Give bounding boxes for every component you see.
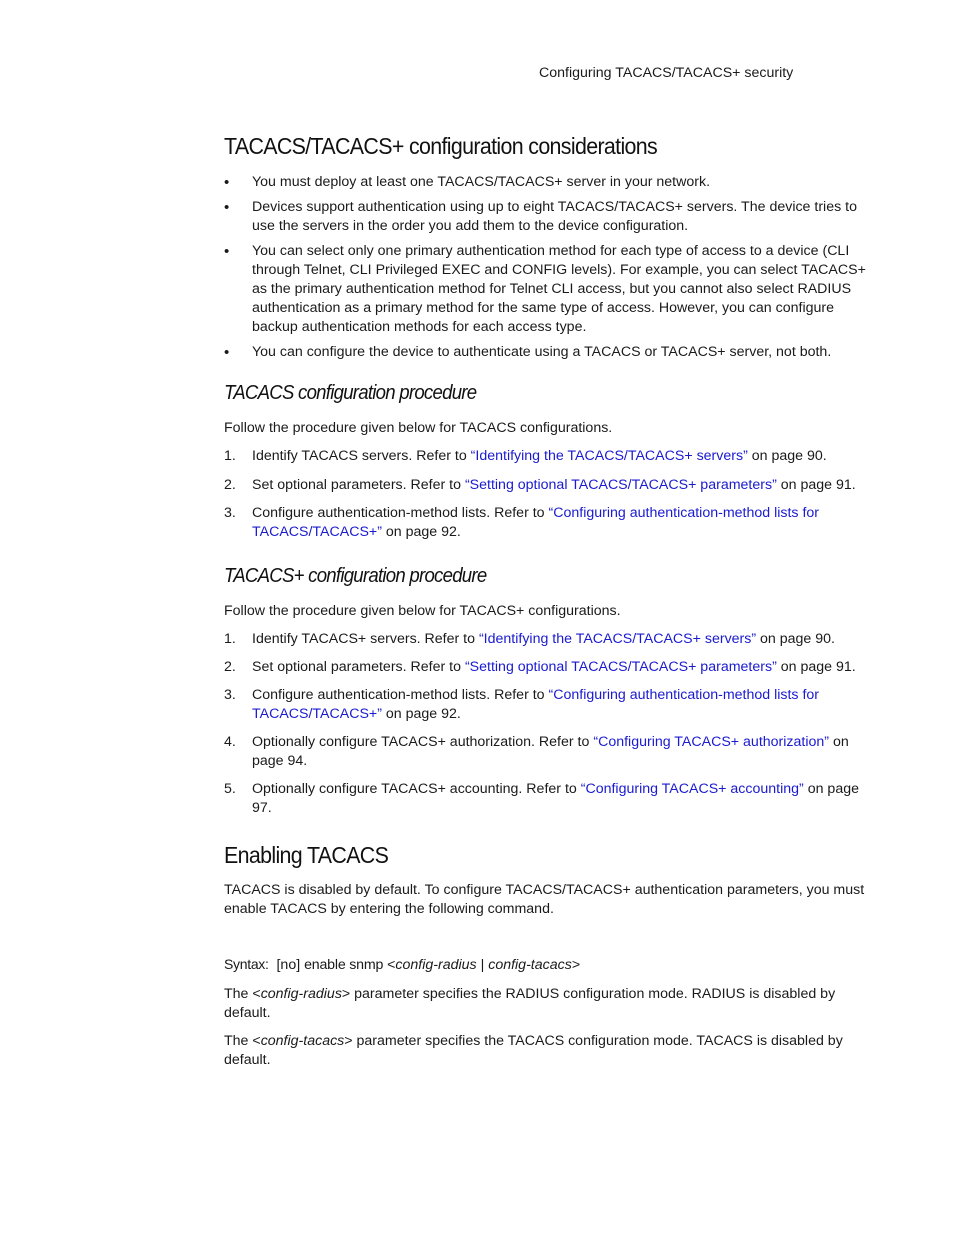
heading-considerations: TACACS/TACACS+ configuration considerations: [224, 133, 658, 159]
step-text: Identify TACACS servers. Refer to: [252, 448, 471, 464]
param-name: config-radius: [260, 986, 342, 1002]
param-description-radius: [224, 985, 876, 1023]
bullet-icon: •: [224, 199, 230, 216]
syntax-args-close: >: [571, 957, 581, 973]
param-suffix: > parameter specifies the TACACS configuration mode. TACACS is disabled by default.: [224, 1033, 843, 1068]
syntax-no-option: [no]: [276, 957, 301, 973]
step-text: Identify TACACS+ servers. Refer to: [252, 631, 479, 647]
running-header: Configuring TACACS/TACACS+ security: [539, 65, 794, 81]
link-identifying-servers[interactable]: “Identifying the TACACS/TACACS+ servers”: [470, 448, 748, 464]
bullet-text: Devices support authentication using up to eight TACACS/TACACS+ servers. The device tries to use the servers in the order you add them to the device configuration.: [252, 199, 857, 234]
tacacs-steps-list: [224, 447, 876, 542]
param-description-tacacs: [224, 1032, 876, 1070]
step-text: Configure authentication-method lists. Refer to: [252, 687, 549, 703]
link-configuring-auth-method-lists[interactable]: “Configuring authentication-method lists for TACACS/TACACS+”: [252, 687, 820, 722]
tacacsplus-procedure-intro: Follow the procedure given below for TACACS+ configurations.: [224, 603, 621, 619]
step-page-ref: on page 94.: [252, 734, 849, 769]
step-number: 1.: [224, 631, 236, 647]
param-prefix: The <: [224, 1033, 261, 1049]
link-setting-optional-parameters[interactable]: “Setting optional TACACS/TACACS+ parameters”: [464, 477, 777, 493]
syntax-args-open: <: [387, 957, 396, 973]
step-number: 1.: [224, 448, 236, 464]
list-item: [224, 658, 876, 677]
param-name: config-tacacs: [260, 1033, 345, 1049]
syntax-separator: |: [476, 957, 489, 973]
list-item: [224, 686, 876, 724]
list-item: [224, 242, 876, 337]
step-page-ref: on page 90.: [747, 448, 827, 464]
list-item: [224, 447, 876, 466]
list-item: [224, 476, 876, 495]
step-number: 3.: [224, 505, 236, 521]
step-text: Set optional parameters. Refer to: [252, 477, 465, 493]
list-item: [224, 733, 876, 771]
list-item: [224, 504, 876, 542]
considerations-list: [224, 173, 876, 362]
tacacs-procedure-intro: Follow the procedure given below for TACACS configurations.: [224, 420, 613, 436]
bullet-text: You can configure the device to authenticate using a TACACS or TACACS+ server, not both.: [252, 344, 832, 360]
link-configuring-auth-method-lists[interactable]: “Configuring authentication-method lists for TACACS/TACACS+”: [252, 505, 820, 540]
step-number: 2.: [224, 477, 236, 493]
syntax-arg-config-tacacs: config-tacacs: [488, 957, 572, 973]
heading-tacacsplus-procedure: TACACS+ configuration procedure: [224, 565, 487, 587]
bullet-icon: •: [224, 344, 230, 361]
syntax-label: Syntax:: [224, 956, 269, 972]
step-page-ref: on page 97.: [252, 781, 859, 816]
step-text: Configure authentication-method lists. Refer to: [252, 505, 549, 521]
step-number: 3.: [224, 687, 236, 703]
heading-tacacs-procedure: TACACS configuration procedure: [224, 382, 477, 404]
syntax-line: [224, 955, 876, 975]
step-number: 5.: [224, 781, 236, 797]
enabling-intro: TACACS is disabled by default. To configure TACACS/TACACS+ authentication parameters, you must enable TACACS by entering the following command.: [224, 882, 865, 917]
syntax-arg-config-radius: config-radius: [395, 957, 477, 973]
tacacsplus-steps-list: [224, 630, 876, 818]
list-item: [224, 780, 876, 818]
link-configuring-authorization[interactable]: “Configuring TACACS+ authorization”: [593, 734, 829, 750]
step-number: 2.: [224, 659, 236, 675]
list-item: [224, 630, 876, 649]
step-text: Optionally configure TACACS+ accounting. Refer to: [252, 781, 581, 797]
syntax-command: enable snmp: [304, 957, 384, 973]
bullet-text: You must deploy at least one TACACS/TACACS+ server in your network.: [252, 174, 711, 190]
bullet-icon: •: [224, 243, 230, 260]
link-identifying-servers[interactable]: “Identifying the TACACS/TACACS+ servers”: [478, 631, 757, 647]
step-page-ref: on page 91.: [776, 477, 856, 493]
step-page-ref: on page 90.: [756, 631, 835, 647]
step-page-ref: on page 92.: [381, 706, 461, 722]
param-prefix: The <: [224, 986, 261, 1002]
list-item: [224, 173, 876, 192]
link-configuring-accounting[interactable]: “Configuring TACACS+ accounting”: [580, 781, 804, 797]
link-setting-optional-parameters[interactable]: “Setting optional TACACS/TACACS+ parameters”: [464, 659, 777, 675]
bullet-text: You can select only one primary authentication method for each type of access to a device (CLI through Telnet, CLI Privileged EXEC and CONFIG levels). For example, you can select TACACS+ as the primary authentication method for Telnet CLI access, but you cannot also select RADIUS authentication as a primary method for the same type of access. However, you can configure backup authentication methods for each access type.: [252, 243, 866, 335]
step-page-ref: on page 92.: [381, 524, 461, 540]
step-number: 4.: [224, 734, 236, 750]
page-content: [224, 130, 876, 1070]
heading-enabling-tacacs: Enabling TACACS: [224, 842, 389, 868]
bullet-icon: •: [224, 174, 230, 191]
step-page-ref: on page 91.: [776, 659, 856, 675]
list-item: [224, 343, 876, 362]
list-item: [224, 198, 876, 236]
step-text: Set optional parameters. Refer to: [252, 659, 465, 675]
param-suffix: > parameter specifies the RADIUS configuration mode. RADIUS is disabled by default.: [224, 986, 836, 1021]
step-text: Optionally configure TACACS+ authorization. Refer to: [252, 734, 594, 750]
